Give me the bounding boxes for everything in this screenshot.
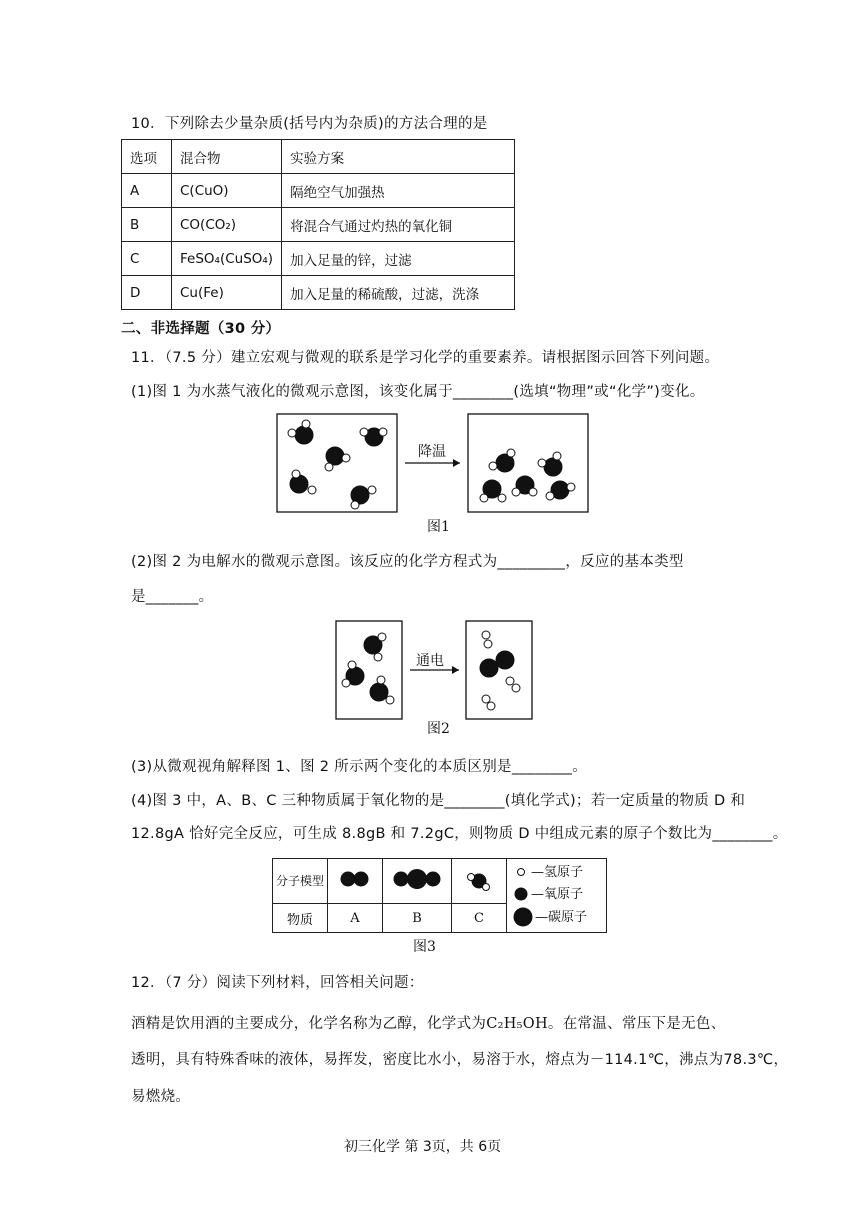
q12-material-line3: 易燃烧。 <box>131 1089 191 1105</box>
figure-3-table <box>272 858 607 933</box>
fig3-substance-c: C <box>452 904 507 933</box>
figure-1-caption: 图1 <box>427 519 450 535</box>
legend-hydrogen <box>513 862 605 884</box>
option-letter: C <box>122 242 172 276</box>
legend-oxygen <box>513 884 605 906</box>
fig3-substance-a: A <box>328 904 383 933</box>
q11-part4-line2: 12.8gA 恰好完全反应，可生成 8.8gB 和 7.2gC，则物质 D 中组成元素的原子个数比为________。 <box>131 826 788 842</box>
ethanol-formula: C₂H₅OH <box>486 1016 548 1032</box>
option-mixture: C(CuO) <box>172 174 282 208</box>
option-letter: D <box>122 276 172 310</box>
figure-2-arrow-label: 通电 <box>416 653 444 669</box>
figure-1-diagram <box>275 412 595 516</box>
table-header-row <box>122 140 515 174</box>
legend-carbon <box>513 906 605 930</box>
fig3-substance-b: B <box>383 904 452 933</box>
figure-3-caption: 图3 <box>413 939 436 955</box>
option-letter: A <box>122 174 172 208</box>
table-row <box>122 276 515 310</box>
option-method: 加入足量的锌，过滤 <box>282 242 515 276</box>
q11-part1: (1)图 1 为水蒸气液化的微观示意图，该变化属于________(选填“物理”或“化学”)变化。 <box>131 384 705 400</box>
q11-part2-line2: 是_______。 <box>131 589 214 605</box>
legend-oxygen-label: —氧原子 <box>531 886 584 902</box>
option-letter: B <box>122 208 172 242</box>
option-method: 将混合气通过灼热的氧化铜 <box>282 208 515 242</box>
figure-2-caption: 图2 <box>427 721 450 737</box>
fig3-model-b <box>383 859 452 904</box>
q10-stem: 10．下列除去少量杂质(括号内为杂质)的方法合理的是 <box>131 116 488 132</box>
q12-material-line1 <box>131 1012 726 1033</box>
figure-2-diagram <box>334 619 534 721</box>
table-row <box>122 242 515 276</box>
fig3-model-label: 分子模型 <box>273 859 328 904</box>
q10-options-table <box>121 139 515 310</box>
q11-part2-line1: (2)图 2 为电解水的微观示意图。该反应的化学方程式为_________，反应的基本类型 <box>131 554 684 570</box>
fig3-model-a <box>328 859 383 904</box>
q11-part3: (3)从微观视角解释图 1、图 2 所示两个变化的本质区别是________。 <box>131 759 588 775</box>
fig3-legend <box>507 859 607 933</box>
fig3-substance-label: 物质 <box>273 904 328 933</box>
legend-hydrogen-label: —氢原子 <box>531 864 584 880</box>
option-method: 加入足量的稀硫酸，过滤，洗涤 <box>282 276 515 310</box>
q12-material-text-a: 酒精是饮用酒的主要成分，化学名称为乙醇，化学式为 <box>131 1016 487 1032</box>
q11-part4-line1: (4)图 3 中，A、B、C 三种物质属于氧化物的是________(填化学式)；若一定质量的物质 D 和 <box>131 793 746 809</box>
table-row <box>122 208 515 242</box>
table-row <box>122 174 515 208</box>
fig3-model-c <box>452 859 507 904</box>
option-mixture: CO(CO₂) <box>172 208 282 242</box>
option-mixture: FeSO₄(CuSO₄) <box>172 242 282 276</box>
section-heading: 二、非选择题（30 分） <box>121 321 281 337</box>
legend-carbon-label: —碳原子 <box>535 909 588 925</box>
q11-stem: 11．（7.5 分）建立宏观与微观的联系是学习化学的重要素养。请根据图示回答下列问题。 <box>131 350 720 366</box>
header-mixture: 混合物 <box>172 140 282 174</box>
header-method: 实验方案 <box>282 140 515 174</box>
option-method: 隔绝空气加强热 <box>282 174 515 208</box>
figure-1-arrow-label: 降温 <box>418 444 446 460</box>
page-footer: 初三化学 第 3页，共 6页 <box>344 1139 502 1155</box>
q12-material-text-b: 。在常温、常压下是无色、 <box>547 1016 726 1032</box>
q12-material-line2: 透明，具有特殊香味的液体，易挥发，密度比水小，易溶于水，熔点为－114.1℃，沸点为78.3℃， <box>131 1052 789 1068</box>
option-mixture: Cu(Fe) <box>172 276 282 310</box>
header-option: 选项 <box>122 140 172 174</box>
q12-stem: 12．（7 分）阅读下列材料，回答相关问题： <box>131 975 424 991</box>
